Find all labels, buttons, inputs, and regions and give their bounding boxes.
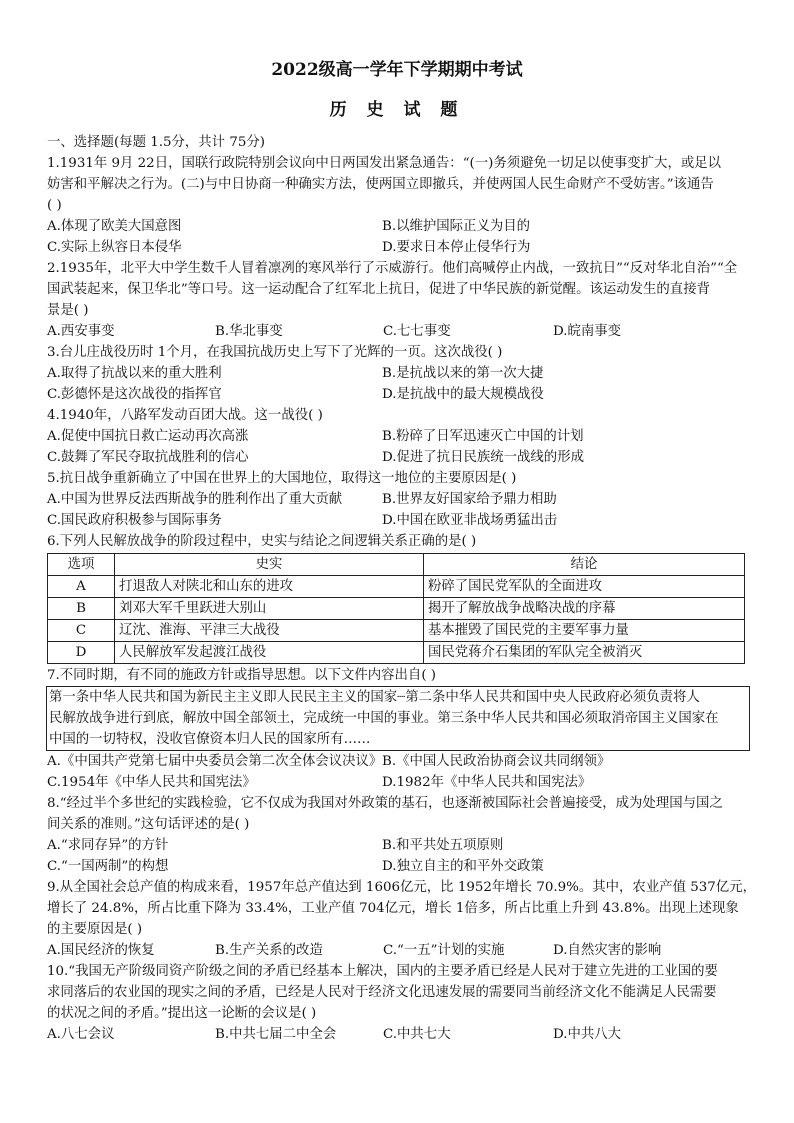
question-stem-line: 间关系的准则。”这句话评述的是( ) [47, 817, 250, 832]
question-stem-line: 3.台儿庄战役历时 1个月，在我国抗战历史上写下了光辉的一页。这次战役( ) [47, 345, 503, 360]
option-a: A.《中国共产党第七届中央委员会第二次全体会议决议》 [47, 754, 383, 769]
option-a: A.国民经济的恢复 [47, 943, 155, 958]
question-1 [47, 153, 752, 258]
table-header-cell: 选项 [48, 554, 115, 576]
table-cell: A [48, 576, 115, 598]
question-stem-line: 2.1935年，北平大中学生数千人冒着凛冽的寒风举行了示威游行。他们高喊停止内战，一致抗日”“反对华北自治”“全 [47, 261, 738, 276]
option-a: A.西安事变 [47, 324, 115, 339]
table-cell: 基本摧毁了国民党的主要军事力量 [424, 620, 745, 642]
option-c: C.鼓舞了军民夺取抗战胜利的信心 [47, 450, 249, 465]
exam-title: 2022级高一学年下学期期中考试 [271, 60, 523, 80]
option-a: A.体现了欧美大国意图 [47, 219, 182, 234]
table-header-cell: 结论 [424, 554, 745, 576]
option-b: B.是抗战以来的第一次大捷 [382, 366, 544, 381]
option-b: B.和平共处五项原则 [382, 838, 504, 853]
question-stem-line: 7.不同时期，有不同的施政方针或指导思想。以下文件内容出自( ) [47, 668, 437, 683]
question-2 [47, 258, 752, 342]
question-stem-line: 8.“经过半个多世纪的实践检验，它不仅成为我国对外政策的基石，也逐渐被国际社会普遍接受，成为处理国与国之 [47, 796, 723, 811]
option-a: A.中国为世界反法西斯战争的胜利作出了重大贡献 [47, 492, 343, 507]
quote-line: 民解放战争进行到底，解放中国全部领土，完成统一中国的事业。第三条中华人民共和国必须取消帝国主义国家在 [49, 711, 719, 726]
table-header-row [48, 554, 745, 576]
q7-quote-box [46, 686, 750, 751]
table-header-cell: 史实 [115, 554, 424, 576]
table-cell: 打退敌人对陕北和山东的进攻 [115, 576, 424, 598]
option-a: A.“求同存异”的方针 [47, 838, 169, 853]
question-stem-line: 的主要原因是( ) [47, 922, 143, 937]
option-c: C.“一五”计划的实施 [383, 943, 505, 958]
question-8 [47, 793, 752, 877]
table-cell: 人民解放军发起渡江战役 [115, 642, 424, 664]
option-c: C.实际上纵容日本侵华 [47, 240, 182, 255]
question-3 [47, 342, 752, 405]
option-b: B.以维护国际正义为目的 [382, 219, 531, 234]
quote-line: 第一条中华人民共和国为新民主主义即人民民主主义的国家┈第二条中华人民共和国中央人民政府必须负责将人 [49, 690, 700, 705]
option-b: B.中共七届二中全会 [215, 1027, 337, 1042]
option-c: C.国民政府积极参与国际事务 [47, 513, 222, 528]
option-a: A.促使中国抗日救亡运动再次高涨 [47, 429, 249, 444]
table-cell: 揭开了解放战争战略决战的序幕 [424, 598, 745, 620]
option-d: D.自然灾害的影响 [553, 943, 662, 958]
question-9 [47, 877, 756, 961]
option-b: B.生产关系的改造 [215, 943, 323, 958]
question-stem-line: 1.1931年 9月 22日，国联行政院特别会议向中日两国发出紧急通告：“(一)务须避免一切足以使事变扩大，或足以 [47, 156, 722, 171]
question-stem-line: 景是( ) [47, 303, 89, 318]
option-d: D.1982年《中华人民共和国宪法》 [382, 775, 592, 790]
question-stem-line: 4.1940年，八路军发动百团大战。这一战役( ) [47, 408, 323, 423]
option-b: B.粉碎了日军迅速灭亡中国的计划 [382, 429, 584, 444]
table-row [48, 620, 745, 642]
option-b: B.华北事变 [215, 324, 283, 339]
option-c: C.彭德怀是这次战役的指挥官 [47, 387, 222, 402]
exam-subtitle: 历 史 试 题 [329, 100, 465, 120]
table-cell: B [48, 598, 115, 620]
option-c: C.七七事变 [383, 324, 451, 339]
option-a: A.八七会议 [47, 1027, 115, 1042]
option-d: D.中国在欧亚非战场勇猛出击 [382, 513, 558, 528]
question-stem-line: 国武装起来，保卫华北”等口号。这一运动配合了红军北上抗日，促进了中华民族的新觉醒。该运动发生的直接背 [47, 282, 710, 297]
option-b: B.《中国人民政治协商会议共同纲领》 [382, 754, 611, 769]
question-stem-line: 9.从全国社会总产值的构成来看，1957年总产值达到 1606亿元，比 1952年增长 70.9%。其中，农业产值 537亿元， [47, 880, 756, 895]
question-6 [47, 531, 752, 664]
table-cell: 刘邓大军千里跃进大别山 [115, 598, 424, 620]
option-d: D.要求日本停止侵华行为 [382, 240, 531, 255]
table-cell: 粉碎了国民党军队的全面进攻 [424, 576, 745, 598]
table-cell: C [48, 620, 115, 642]
question-5 [47, 468, 752, 531]
question-4 [47, 405, 752, 468]
question-stem-line: 5.抗日战争重新确立了中国在世界上的大国地位，取得这一地位的主要原因是( ) [47, 471, 517, 486]
question-10 [47, 961, 752, 1045]
question-stem-line: 增长了 24.8%，所占比重下降为 33.4%，工业产值 704亿元，增长 1倍多，所占比重上升到 43.8%。出现上述现象 [47, 901, 739, 916]
option-b: B.世界友好国家给予鼎力相助 [382, 492, 557, 507]
question-7 [47, 665, 752, 793]
question-stem-line: 求同落后的农业国的现实之间的矛盾，已经是人民对于经济文化迅速发展的需要同当前经济文化不能满足人民需要 [47, 985, 717, 1000]
option-c: C.中共七大 [383, 1027, 451, 1042]
option-c: C.1954年《中华人民共和国宪法》 [47, 775, 256, 790]
question-stem-line: 10.“我国无产阶级同资产阶级之间的矛盾已经基本上解决，国内的主要矛盾已经是人民对于建立先进的工业国的要 [47, 964, 718, 979]
section-heading: 一、选择题(每题 1.5分，共计 75分) [47, 135, 265, 150]
option-d: D.皖南事变 [553, 324, 622, 339]
table-row [48, 642, 745, 664]
option-a: A.取得了抗战以来的重大胜利 [47, 366, 222, 381]
question-stem-line: ( ) [47, 198, 62, 213]
question-stem-line: 的状况之间的矛盾。”提出这一论断的会议是( ) [47, 1006, 317, 1021]
option-c: C.“一国两制”的构想 [47, 859, 169, 874]
table-row [48, 598, 745, 620]
option-d: D.是抗战中的最大规模战役 [382, 387, 544, 402]
quote-line: 中国的一切特权，没收官僚资本归人民的国家所有…… [49, 732, 371, 747]
q6-table [47, 553, 745, 664]
option-d: D.中共八大 [553, 1027, 622, 1042]
table-row [48, 576, 745, 598]
question-stem-line: 妨害和平解决之行为。(二)与中日协商一种确实方法，使两国立即撤兵，并使两国人民生命财产不受妨害。”该通告 [47, 177, 714, 192]
table-cell: D [48, 642, 115, 664]
exam-content [47, 132, 756, 1045]
table-cell: 国民党蒋介石集团的军队完全被消灭 [424, 642, 745, 664]
option-d: D.独立自主的和平外交政策 [382, 859, 544, 874]
table-cell: 辽沈、淮海、平津三大战役 [115, 620, 424, 642]
option-d: D.促进了抗日民族统一战线的形成 [382, 450, 584, 465]
question-stem-line: 6.下列人民解放战争的阶段过程中，史实与结论之间逻辑关系正确的是( ) [47, 534, 477, 549]
